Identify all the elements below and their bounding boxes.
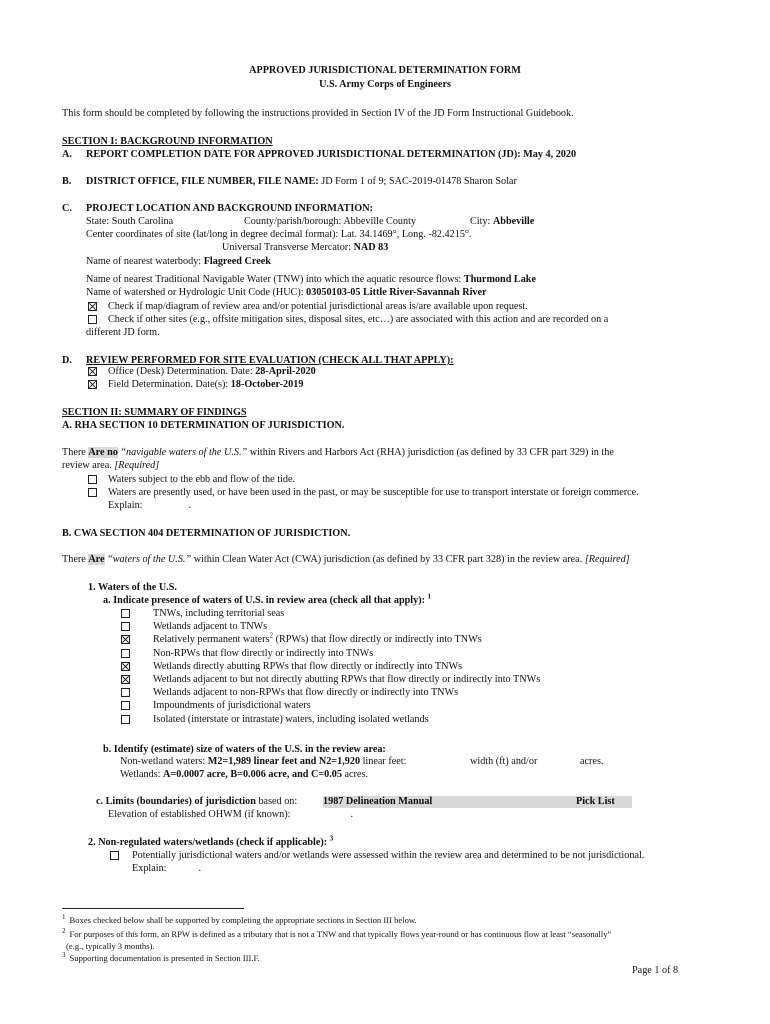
footnote-text: Boxes checked below shall be supported by completing the appropriate sections in Section III below.	[69, 915, 417, 925]
field-determination-label: Field Determination. Date(s):	[108, 379, 229, 390]
city-label: City:	[470, 216, 491, 227]
section-1-heading: SECTION I: BACKGROUND INFORMATION	[62, 136, 273, 147]
non-wetland-label: Non-wetland waters:	[120, 756, 206, 767]
limits-heading: c. Limits (boundaries) of jurisdiction	[96, 796, 256, 807]
waters-type-text: TNWs, including territorial seas	[153, 608, 285, 619]
non-regulated-checkbox[interactable]	[110, 851, 119, 860]
size-of-waters-heading: b. Identify (estimate) size of waters of the U.S. in the review area:	[103, 744, 386, 755]
tnw-label: Name of nearest Traditional Navigable Water (TNW) into which the aquatic resource flows:	[86, 274, 462, 285]
huc-line	[86, 287, 487, 299]
section-1d-label: D.	[62, 355, 72, 366]
section-1a-label: A.	[62, 149, 72, 160]
non-regulated-label: Potentially jurisdictional waters and/or wetlands were assessed within the review area and determined to be not jurisdictional.	[132, 850, 645, 861]
footnote-ref-3: 3	[329, 834, 334, 843]
waters-type-text: Isolated (interstate or intrastate) waters, including isolated wetlands	[153, 714, 429, 725]
waters-type-checkbox[interactable]	[121, 609, 130, 618]
non-regulated-explain-value[interactable]: .	[198, 863, 202, 874]
county-field: County/parish/borough: Abbeville County	[244, 216, 417, 227]
report-completion-date: REPORT COMPLETION DATE FOR APPROVED JURISDICTIONAL DETERMINATION (JD): May 4, 2020	[86, 149, 577, 160]
waters-of-us-heading: 1. Waters of the U.S.	[88, 582, 177, 593]
footnote	[62, 940, 155, 952]
footnote-number: 3	[62, 951, 66, 960]
limits-of-jurisdiction-line	[96, 796, 297, 808]
cwa-statement	[62, 554, 630, 566]
rha-statement	[62, 447, 614, 459]
waters-type-checkbox[interactable]	[121, 688, 130, 697]
footnote-text: For purposes of this form, an RPW is defined as a tributary that is not a TNW and that typically flows year-round or has continuous flow at least “seasonally”	[69, 929, 612, 939]
waters-type-checkbox[interactable]	[121, 635, 130, 644]
other-sites-checkbox[interactable]	[88, 315, 97, 324]
office-determination-line	[108, 366, 316, 378]
footnote	[62, 928, 611, 940]
tidal-waters-checkbox[interactable]	[88, 475, 97, 484]
cwa-there: There	[62, 554, 86, 565]
rha-explain-label: Explain:	[108, 500, 143, 511]
field-determination-checkbox[interactable]	[88, 380, 97, 389]
waters-type-label	[153, 608, 284, 620]
office-determination-date: 28-April-2020	[255, 366, 316, 377]
utm-line	[222, 242, 388, 254]
waters-type-label	[153, 621, 267, 633]
rha-statement-line2	[62, 460, 159, 472]
presence-of-waters-text: a. Indicate presence of waters of U.S. in review area (check all that apply):	[103, 595, 425, 606]
non-wetland-value[interactable]: M2=1,989 linear feet and N2=1,920	[207, 756, 361, 767]
waters-type-text: Impoundments of jurisdictional waters	[153, 700, 311, 711]
huc-value: 03050103-05 Little River-Savannah River	[306, 287, 487, 298]
cwa-waters-of-us: “waters of the U.S.”	[107, 554, 192, 565]
rha-explain-line	[108, 500, 191, 512]
map-available-checkbox[interactable]	[88, 302, 97, 311]
cwa-required: [Required]	[584, 554, 630, 565]
review-performed-heading: REVIEW PERFORMED FOR SITE EVALUATION (CHECK ALL THAT APPLY):	[86, 355, 454, 366]
waters-type-text: Wetlands directly abutting RPWs that flow directly or indirectly into TNWs	[153, 661, 463, 672]
office-determination-checkbox[interactable]	[88, 367, 97, 376]
other-sites-label: Check if other sites (e.g., offsite mitigation sites, disposal sites, etc…) are associated with this action and are recorded on a	[108, 314, 609, 325]
office-determination-label: Office (Desk) Determination. Date:	[108, 366, 253, 377]
rha-explain-value[interactable]: .	[188, 500, 192, 511]
waters-type-label	[153, 631, 482, 646]
waters-type-label	[153, 687, 458, 699]
ohwm-line	[108, 809, 353, 821]
footnote-divider	[62, 908, 244, 909]
non-regulated-explain-label: Explain:	[132, 863, 167, 874]
wetlands-size-unit: acres.	[344, 769, 368, 780]
form-subtitle: U.S. Army Corps of Engineers	[319, 79, 451, 90]
state-field: State: South Carolina	[86, 216, 174, 227]
rha-required: [Required]	[114, 460, 160, 471]
rha-selection[interactable]: Are no	[88, 447, 118, 458]
non-wetland-waters-line	[120, 756, 406, 768]
tidal-waters-label: Waters subject to the ebb and flow of the tide.	[108, 474, 296, 485]
limits-based-on: based on:	[258, 796, 298, 807]
waters-type-checkbox[interactable]	[121, 675, 130, 684]
waters-type-text: Relatively permanent waters	[153, 634, 270, 645]
non-regulated-text: 2. Non-regulated waters/wetlands (check if applicable):	[88, 837, 328, 848]
utm-value: NAD 83	[353, 242, 389, 253]
city-value: Abbeville	[492, 216, 535, 227]
waters-type-checkbox[interactable]	[121, 622, 130, 631]
linear-feet-label: linear feet:	[362, 756, 407, 767]
district-office-label: DISTRICT OFFICE, FILE NUMBER, FILE NAME:	[86, 176, 319, 187]
footnote-ref-1: 1	[427, 592, 432, 601]
footnote-text: Supporting documentation is presented in Section III.F.	[69, 953, 260, 963]
other-sites-label-cont: different JD form.	[86, 327, 160, 338]
waters-type-label	[153, 661, 462, 673]
rha-statement-text: within Rivers and Harbors Act (RHA) jurisdiction (as defined by 33 CFR part 329) in the	[249, 447, 614, 458]
rha-heading: A. RHA SECTION 10 DETERMINATION OF JURISDICTION.	[62, 420, 345, 431]
waterbody-label: Name of nearest waterbody:	[86, 256, 202, 267]
waters-type-checkbox[interactable]	[121, 715, 130, 724]
waters-type-checkbox[interactable]	[121, 701, 130, 710]
footnote-text: (e.g., typically 3 months).	[66, 941, 155, 951]
width-label: width (ft) and/or	[470, 756, 538, 767]
commerce-waters-checkbox[interactable]	[88, 488, 97, 497]
field-determination-line	[108, 379, 303, 391]
huc-label: Name of watershed or Hydrologic Unit Code (HUC):	[86, 287, 304, 298]
section-1c-label: C.	[62, 203, 72, 214]
page-number: Page 1 of 8	[632, 965, 679, 976]
waters-type-label	[153, 674, 540, 686]
waters-type-text-cont: (RPWs) that flow directly or indirectly into TNWs	[275, 634, 482, 645]
wetlands-size-label: Wetlands:	[120, 769, 161, 780]
city-line	[470, 216, 534, 228]
cwa-statement-text: within Clean Water Act (CWA) jurisdiction (as defined by 33 CFR part 328) in the review area.	[193, 554, 583, 565]
footnote	[62, 952, 260, 964]
rha-review-area: review area.	[62, 460, 112, 471]
ohwm-label: Elevation of established OHWM (if known):	[108, 809, 291, 820]
footnote-ref-2: 2	[269, 631, 274, 640]
form-title: APPROVED JURISDICTIONAL DETERMINATION FORM	[249, 65, 521, 76]
intro-text: This form should be completed by following the instructions provided in Section IV of the JD Form Instructional Guidebook.	[62, 108, 574, 119]
waters-type-text: Wetlands adjacent to but not directly abutting RPWs that flow directly or indirectly into TNWs	[153, 674, 541, 685]
waters-type-text: Wetlands adjacent to non-RPWs that flow directly or indirectly into TNWs	[153, 687, 459, 698]
district-office-line	[86, 176, 517, 188]
non-regulated-explain-line	[132, 863, 201, 875]
waters-type-label	[153, 714, 429, 726]
waters-type-text: Non-RPWs that flow directly or indirectly into TNWs	[153, 648, 374, 659]
waters-type-text: Wetlands adjacent to TNWs	[153, 621, 268, 632]
field-determination-date: 18-October-2019	[230, 379, 304, 390]
cwa-selection[interactable]: Are	[88, 554, 105, 565]
ohwm-value[interactable]: .	[350, 809, 354, 820]
waters-type-checkbox[interactable]	[121, 649, 130, 658]
commerce-waters-label: Waters are presently used, or have been used in the past, or may be susceptible for use to transport interstate or foreign commerce.	[108, 487, 639, 498]
waterbody-line	[86, 256, 271, 268]
tnw-value: Thurmond Lake	[463, 274, 536, 285]
delineation-manual-select[interactable]: 1987 Delineation Manual	[323, 796, 576, 808]
center-coordinates: Center coordinates of site (lat/long in degree decimal format): Lat. 34.1469°, Long. -82.4215°.	[86, 229, 472, 240]
non-regulated-heading	[88, 834, 334, 849]
rha-navigable-waters: “navigable waters of the U.S.”	[120, 447, 248, 458]
rha-there: There	[62, 447, 86, 458]
footnote-number: 2	[62, 927, 66, 936]
presence-of-waters-heading	[103, 592, 432, 607]
footnote	[62, 914, 417, 926]
pick-list-dropdown[interactable]: Pick List	[576, 796, 632, 808]
waters-type-label	[153, 648, 373, 660]
waters-type-checkbox[interactable]	[121, 662, 130, 671]
wetlands-size-value[interactable]: A=0.0007 acre, B=0.006 acre, and C=0.05	[163, 769, 342, 780]
map-available-label: Check if map/diagram of review area and/or potential jurisdictional areas is/are available upon request.	[108, 301, 528, 312]
waters-type-label	[153, 700, 311, 712]
utm-label: Universal Transverse Mercator:	[222, 242, 352, 253]
section-1b-label: B.	[62, 176, 72, 187]
district-office-value: JD Form 1 of 9; SAC-2019-01478 Sharon Solar	[321, 176, 517, 187]
tnw-line	[86, 274, 536, 286]
cwa-heading: B. CWA SECTION 404 DETERMINATION OF JURISDICTION.	[62, 528, 351, 539]
section-2-heading: SECTION II: SUMMARY OF FINDINGS	[62, 407, 247, 418]
waterbody-value: Flagreed Creek	[203, 256, 271, 267]
project-location-heading: PROJECT LOCATION AND BACKGROUND INFORMATION:	[86, 203, 373, 214]
acres-label: acres.	[580, 756, 604, 767]
wetlands-size-line	[120, 769, 368, 781]
footnote-number: 1	[62, 913, 66, 922]
